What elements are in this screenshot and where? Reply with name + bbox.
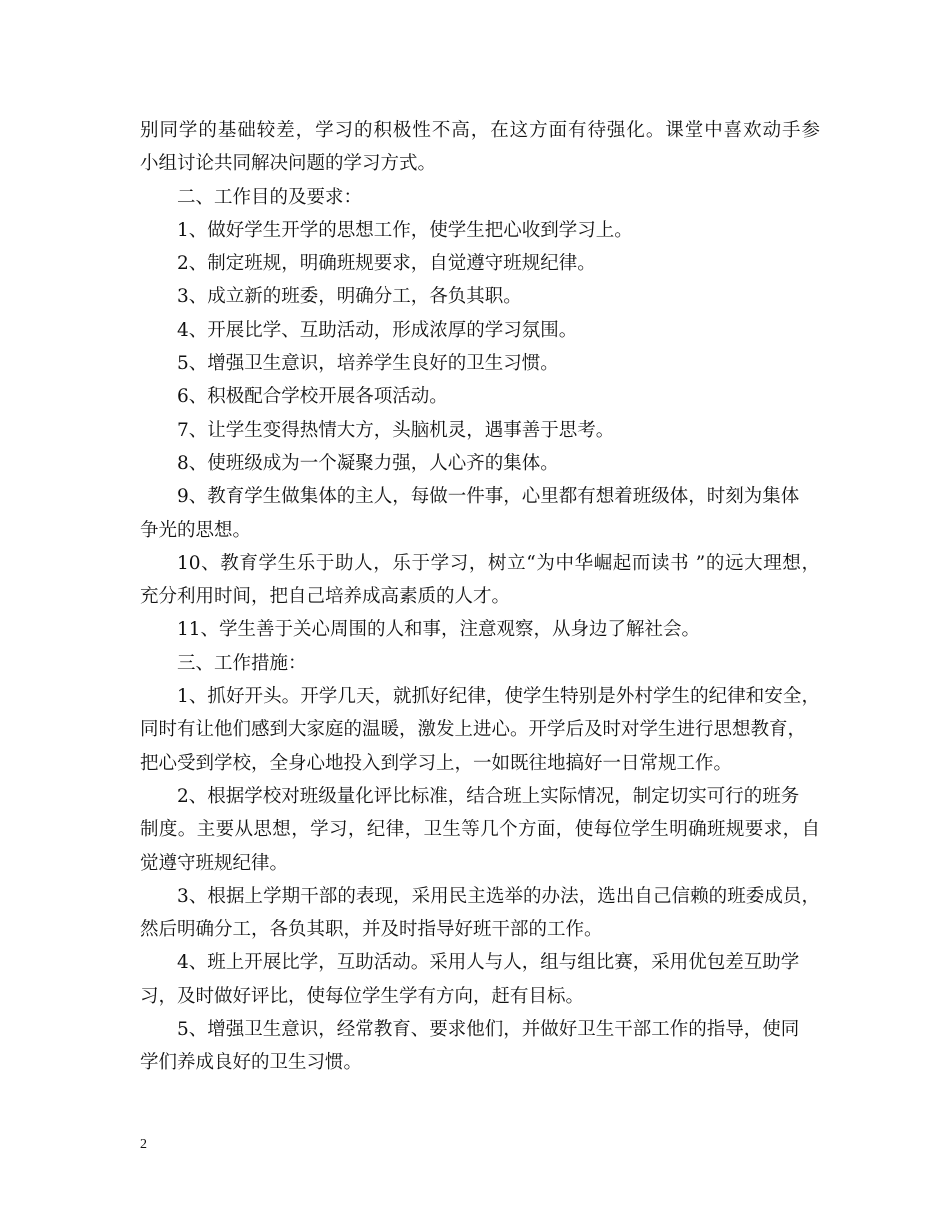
list-item: 9、教育学生做集体的主人，每做一件事，心里都有想着班级体，时刻为集体 <box>177 486 800 508</box>
list-item: 1、抓好开头。开学几天，就抓好纪律，使学生特别是外村学生的纪律和安全， <box>177 686 820 708</box>
list-item: 2、根据学校对班级量化评比标准，结合班上实际情况，制定切实可行的班务 <box>177 785 800 807</box>
section-heading: 二、工作目的及要求： <box>177 186 363 208</box>
body-text <box>140 114 820 1080</box>
text-line: 把心受到学校，全身心地投入到学习上，一如既往地搞好一日常规工作。 <box>140 752 733 774</box>
text-line: 充分利用时间，把自己培养成高素质的人才。 <box>140 586 511 608</box>
list-item: 4、班上开展比学，互助活动。采用人与人，组与组比赛，采用优包差互助学 <box>177 952 800 974</box>
list-item: 4、开展比学、互助活动，形成浓厚的学习氛围。 <box>177 319 578 341</box>
text-line: 习，及时做好评比，使每位学生学有方向，赶有目标。 <box>140 985 585 1007</box>
section-heading: 三、工作措施： <box>177 652 307 674</box>
list-item: 3、根据上学期干部的表现，采用民主选举的办法，选出自己信赖的班委成员， <box>177 885 820 907</box>
list-item: 6、积极配合学校开展各项活动。 <box>177 386 448 408</box>
list-item: 8、使班级成为一个凝聚力强，人心齐的集体。 <box>177 452 559 474</box>
page-number: 2 <box>140 1137 147 1152</box>
list-item: 7、让学生变得热情大方，头脑机灵，遇事善于思考。 <box>177 419 615 441</box>
list-item: 5、增强卫生意识，经常教育、要求他们，并做好卫生干部工作的指导，使同 <box>177 1019 800 1041</box>
text-line: 别同学的基础较差，学习的积极性不高，在这方面有待强化。课堂中喜欢动手参 <box>140 120 820 141</box>
text-line: 同时有让他们感到大家庭的温暖，激发上进心。开学后及时对学生进行思想教育， <box>140 719 807 741</box>
text-line: 制度。主要从思想，学习，纪律，卫生等几个方面，使每位学生明确班规要求，自 <box>140 819 820 841</box>
text-line: 觉遵守班规纪律。 <box>140 852 289 874</box>
list-item: 5、增强卫生意识，培养学生良好的卫生习惯。 <box>177 353 559 375</box>
text-line: 学们养成良好的卫生习惯。 <box>140 1052 363 1074</box>
text-line: 小组讨论共同解决问题的学习方式。 <box>140 153 437 175</box>
list-item: 2、制定班规，明确班规要求，自觉遵守班规纪律。 <box>177 253 596 275</box>
list-item: 10、教育学生乐于助人，乐于学习，树立“为中华崛起而读书 ”的远大理想， <box>177 552 820 574</box>
list-item: 3、成立新的班委，明确分工，各负其职。 <box>177 286 522 308</box>
text-line: 争光的思想。 <box>140 519 252 541</box>
list-item: 11、学生善于关心周围的人和事，注意观察，从身边了解社会。 <box>177 619 701 641</box>
list-item: 1、做好学生开学的思想工作，使学生把心收到学习上。 <box>177 219 633 241</box>
text-line: 然后明确分工，各负其职，并及时指导好班干部的工作。 <box>140 919 603 941</box>
